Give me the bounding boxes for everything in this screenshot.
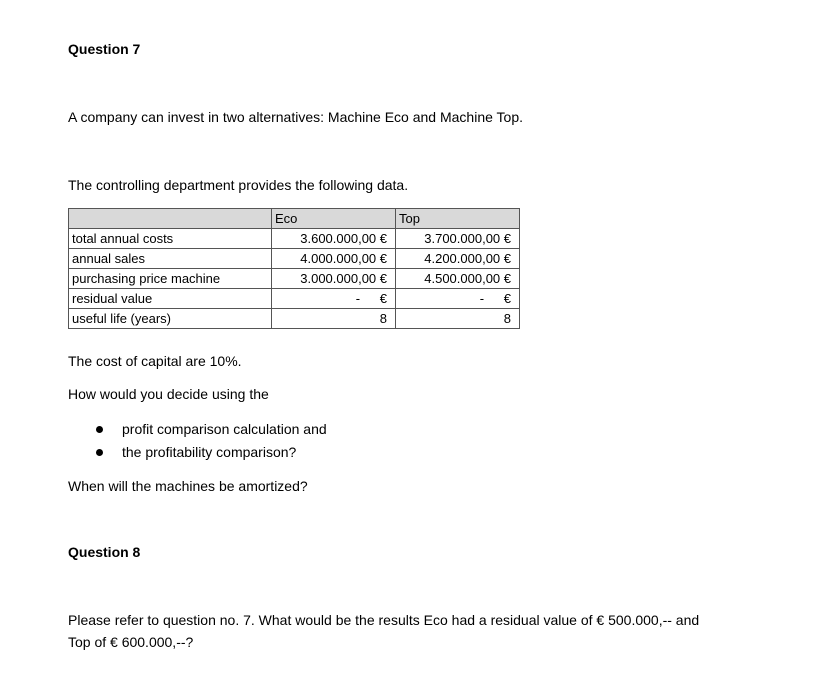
question-7-heading: Question 7 [68, 41, 141, 57]
bullet-icon [96, 449, 103, 456]
eco-value: 3.600.000,00 € [272, 229, 396, 249]
top-value [396, 289, 520, 309]
table-row [69, 229, 520, 249]
column-header-top: Top [396, 209, 520, 229]
top-currency: € [503, 291, 511, 306]
data-table [68, 208, 520, 329]
decision-question: How would you decide using the [68, 386, 269, 402]
table-row [69, 249, 520, 269]
table-header-empty [69, 209, 272, 229]
question-8-line-1: Please refer to question no. 7. What would be the results Eco had a residual value of € 500.000,-- and [68, 612, 700, 628]
eco-value: 4.000.000,00 € [272, 249, 396, 269]
question-7-intro: A company can invest in two alternatives: Machine Eco and Machine Top. [68, 109, 523, 125]
top-value: 4.500.000,00 € [396, 269, 520, 289]
table-row [69, 269, 520, 289]
eco-dash: - [355, 291, 361, 306]
question-8-line-2: Top of € 600.000,--? [68, 634, 194, 650]
list-item [68, 441, 327, 464]
table-row [69, 289, 520, 309]
top-value: 4.200.000,00 € [396, 249, 520, 269]
row-label: residual value [69, 289, 272, 309]
amortized-question: When will the machines be amortized? [68, 478, 308, 494]
table-row [69, 309, 520, 329]
bullet-list [68, 418, 327, 464]
table-header-row [69, 209, 520, 229]
eco-value: 3.000.000,00 € [272, 269, 396, 289]
column-header-eco: Eco [272, 209, 396, 229]
top-value: 8 [396, 309, 520, 329]
top-dash: - [479, 291, 485, 306]
top-value: 3.700.000,00 € [396, 229, 520, 249]
bullet-icon [96, 426, 103, 433]
cost-of-capital: The cost of capital are 10%. [68, 353, 242, 369]
bullet-text: profit comparison calculation and [122, 421, 327, 437]
question-8-heading: Question 8 [68, 544, 141, 560]
eco-currency: € [379, 291, 387, 306]
row-label: total annual costs [69, 229, 272, 249]
list-item [68, 418, 327, 441]
row-label: annual sales [69, 249, 272, 269]
row-label: purchasing price machine [69, 269, 272, 289]
row-label: useful life (years) [69, 309, 272, 329]
eco-value: 8 [272, 309, 396, 329]
data-intro: The controlling department provides the following data. [68, 177, 409, 193]
eco-value [272, 289, 396, 309]
bullet-text: the profitability comparison? [122, 444, 297, 460]
